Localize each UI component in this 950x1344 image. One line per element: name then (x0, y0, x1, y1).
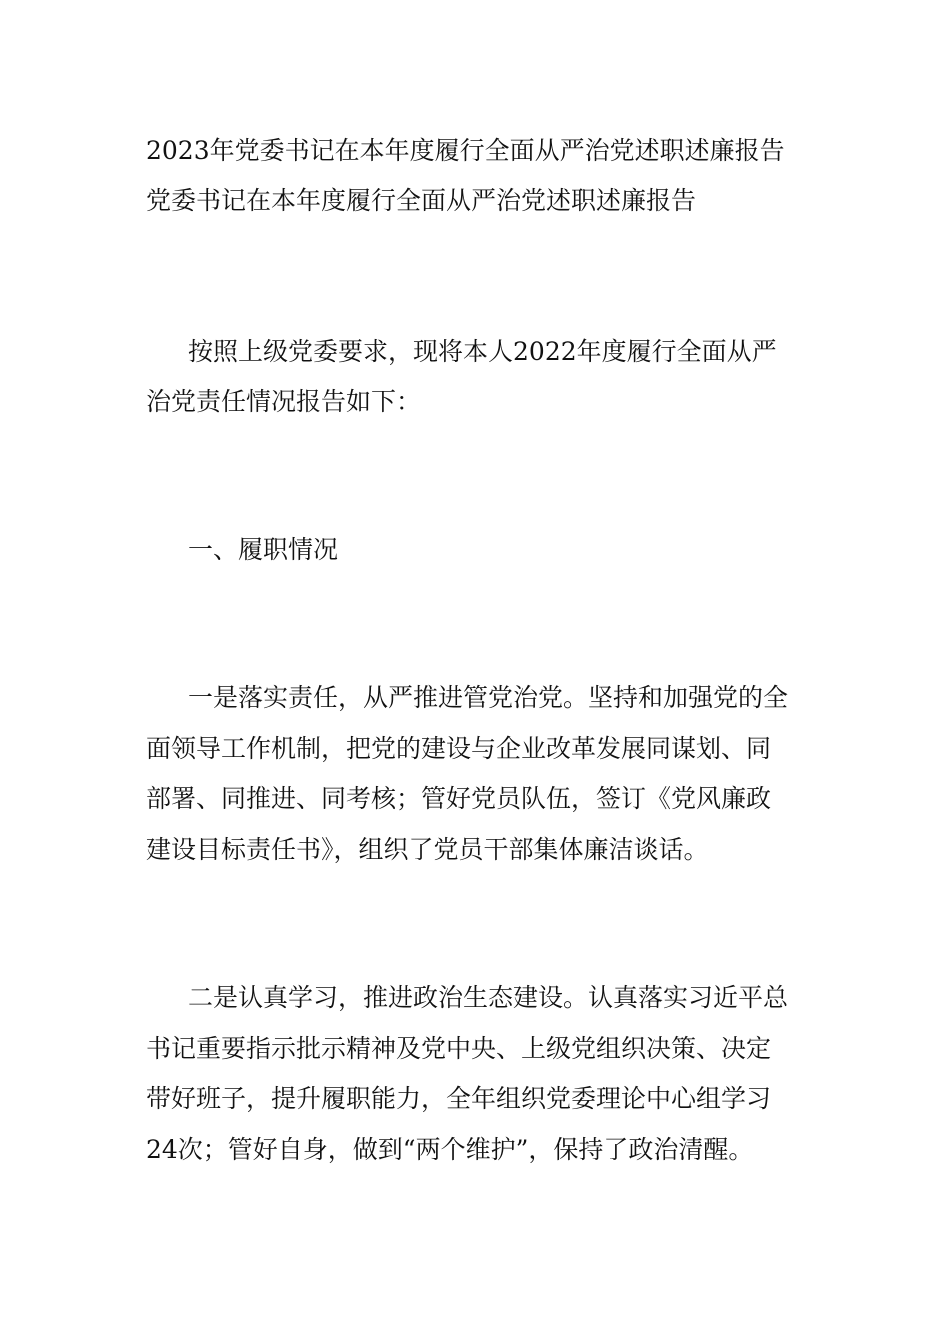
paragraph1-line-1: 一是落实责任，从严推进管党治党。坚持和加强党的全 (188, 683, 789, 712)
intro-line-2: 治党责任情况报告如下： (146, 387, 422, 416)
document-title-line-1: 2023年党委书记在本年度履行全面从严治党述职述廉报告 (146, 136, 785, 165)
paragraph1-line-3: 部署、同推进、同考核；管好党员队伍，签订《党风廉政 (146, 784, 772, 813)
paragraph2-line-4: 24次；管好自身，做到“两个维护”，保持了政治清醒。 (146, 1135, 754, 1164)
paragraph1-line-4: 建设目标责任书》，组织了党员干部集体廉洁谈话。 (146, 835, 709, 864)
paragraph2-line-3: 带好班子，提升履职能力，全年组织党委理论中心组学习 (146, 1084, 772, 1113)
paragraph2-line-2: 书记重要指示批示精神及党中央、上级党组织决策、决定 (146, 1034, 772, 1063)
section-heading: 一、履职情况 (188, 535, 339, 564)
paragraph2-line-1: 二是认真学习，推进政治生态建设。认真落实习近平总 (188, 983, 789, 1012)
document-title-line-2: 党委书记在本年度履行全面从严治党述职述廉报告 (146, 186, 697, 215)
intro-line-1: 按照上级党委要求，现将本人2022年度履行全面从严 (188, 337, 777, 366)
paragraph1-line-2: 面领导工作机制，把党的建设与企业改革发展同谋划、同 (146, 734, 772, 763)
